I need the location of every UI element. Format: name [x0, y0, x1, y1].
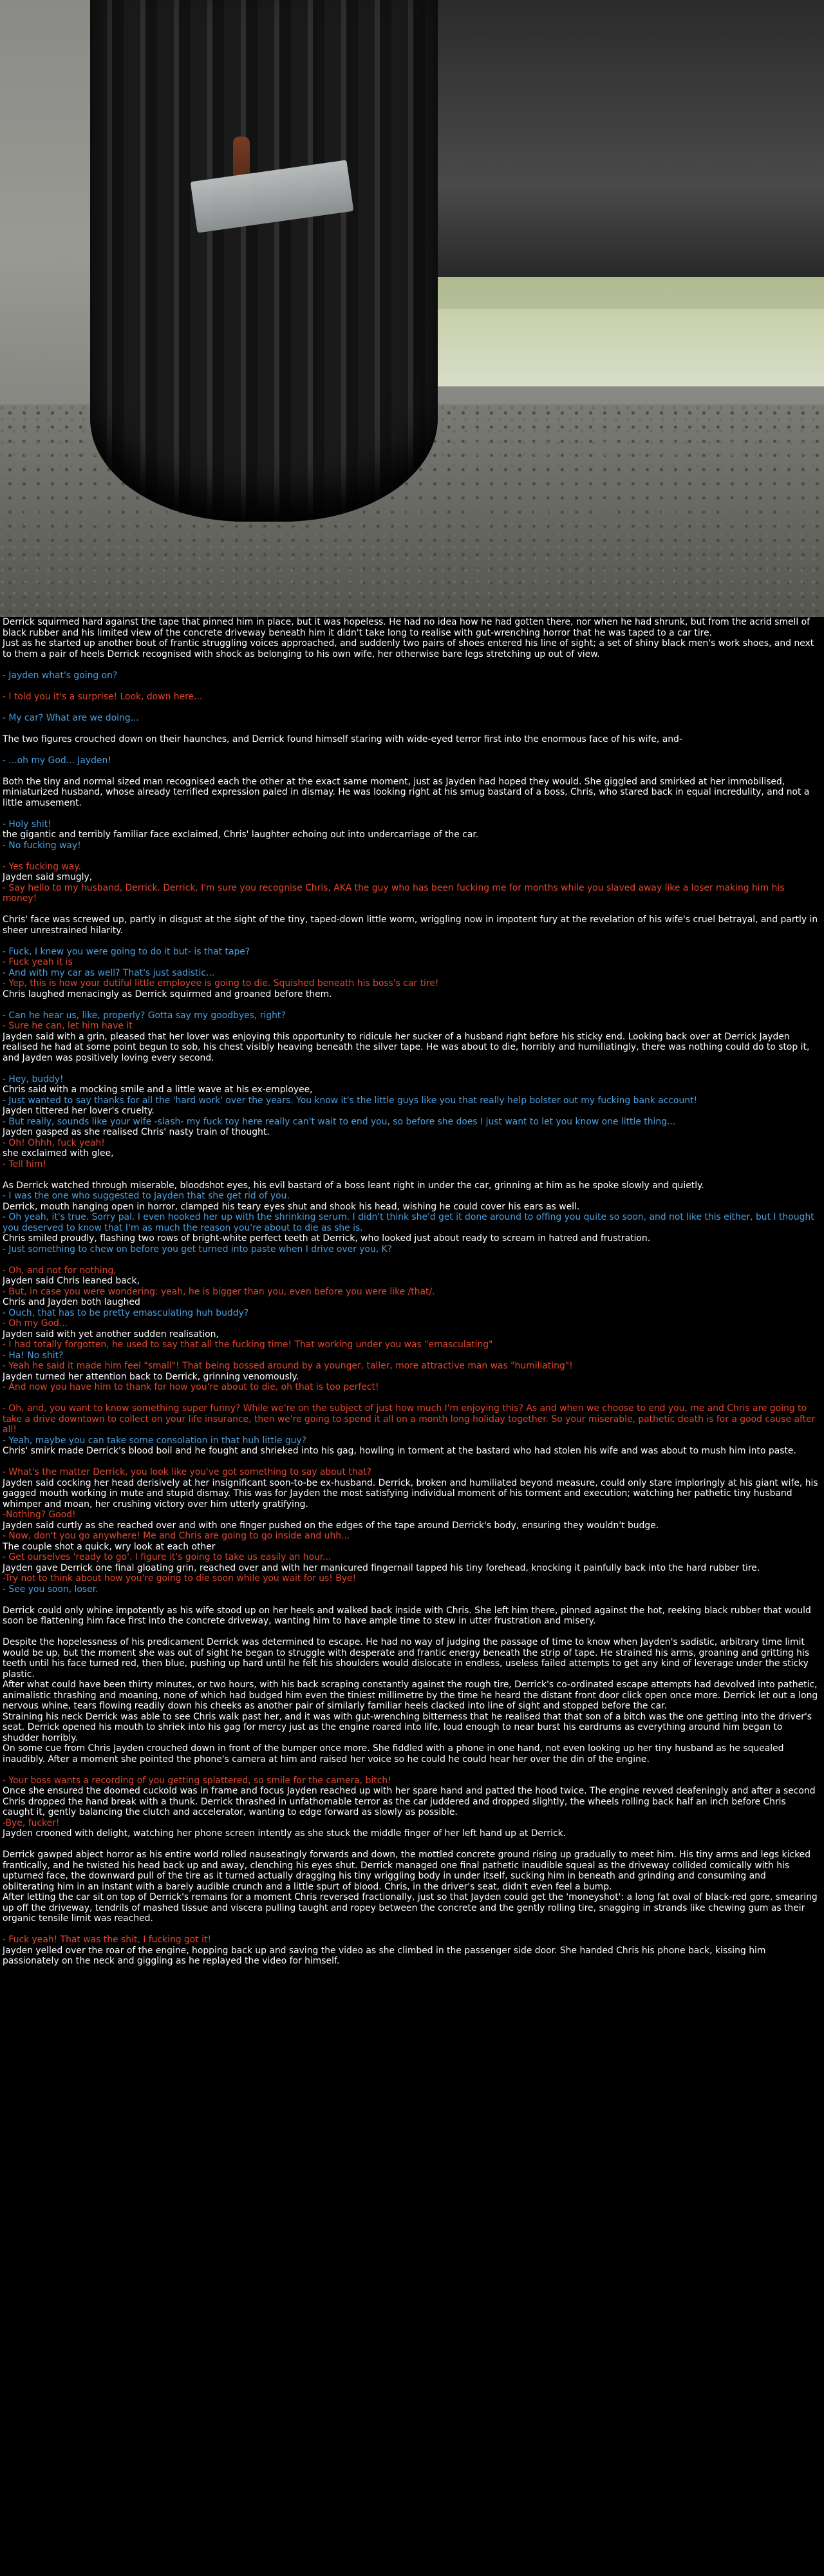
paragraph-gap [3, 702, 819, 713]
paragraph-gap [3, 1393, 819, 1404]
paragraph-gap [3, 1627, 819, 1638]
paragraph-gap [3, 1595, 819, 1605]
paragraph-gap [3, 681, 819, 692]
story-paragraph: - But really, sounds like your wife -slash- my fuck toy here really can't wait to end you, so before she does I just want to let you know one little thing... [3, 1116, 676, 1127]
story-paragraph: - Oh yeah, it's true. Sorry pal. I even hooked her up with the shrinking serum. I didn't think she'd get it done around to offing you quite so soon, and not like this either, but I thought you deserved to know that I'm as much the reason you're about to die as she is. [3, 1212, 814, 1233]
story-paragraph: Derrick, mouth hanging open in horror, clamped his teary eyes shut and shook his head, wishing he could cover his ears as well. [3, 1201, 580, 1212]
story-paragraph: -Bye, fucker! [3, 1817, 60, 1828]
paragraph-gap [3, 1255, 819, 1265]
story-paragraph: - My car? What are we doing... [3, 712, 139, 723]
paragraph-gap [3, 1924, 819, 1935]
story-paragraph: - And with my car as well? That's just sadistic... [3, 967, 215, 978]
story-paragraph: Jayden yelled over the roar of the engine, hopping back up and saving the video as she climbed in the passenger side door. She handed Chris his phone back, kissing him passionately on the neck and giggling as he replayed the video for himself. [3, 1945, 766, 1966]
story-paragraph: - What's the matter Derrick, you look like you've got something to say about that? [3, 1467, 371, 1477]
story-paragraph: - Just something to chew on before you get turned into paste when I drive over you, K? [3, 1244, 393, 1255]
story-paragraph: - Yeah, maybe you can take some consolation in that huh little guy? [3, 1435, 307, 1446]
paragraph-gap [3, 936, 819, 947]
car-tire [90, 0, 438, 522]
story-paragraph: Jayden said Chris leaned back, [3, 1276, 140, 1286]
story-paragraph: Chris said with a mocking smile and a little wave at his ex-employee, [3, 1084, 313, 1095]
paragraph-gap [3, 904, 819, 915]
story-paragraph: - Yeah he said it made him feel "small"! That being bossed around by a younger, taller, more attractive man was "humiliating"! [3, 1361, 573, 1371]
story-paragraph: After letting the car sit on top of Derrick's remains for a moment Chris reversed fractionally, just so that Jayden could get the 'moneyshot': a long fat oval of black-red gore, smearing up off the driveway, tendrils of mashed tissue and viscera pulling taught and ropey between the concrete and the gently rolling tire, snagging in strands like chewing gum as their organic tensile limit was reached. [3, 1892, 818, 1924]
story-paragraph: - Jayden what's going on? [3, 670, 118, 681]
header-photo [0, 0, 824, 617]
story-paragraph: Chris laughed menacingly as Derrick squirmed and groaned before them. [3, 989, 332, 999]
story-paragraph: - Now, don't you go anywhere! Me and Chris are going to go inside and uhh... [3, 1531, 350, 1541]
story-paragraph: - Hey, buddy! [3, 1074, 64, 1084]
story-paragraph: - Yep, this is how your dutiful little employee is going to die. Squished beneath his boss's car tire! [3, 978, 439, 989]
story-paragraph: - Oh! Ohhh, fuck yeah! [3, 1137, 105, 1148]
story-paragraph: Jayden tittered her lover's cruelty. [3, 1106, 154, 1116]
story-paragraph: - Yes fucking way. [3, 861, 82, 872]
story-paragraph: - No fucking way! [3, 840, 81, 851]
paragraph-gap [3, 1170, 819, 1180]
story-paragraph: As Derrick watched through miserable, bloodshot eyes, his evil bastard of a boss leant right in under the car, grinning at him as he spoke slowly and quietly. [3, 1180, 704, 1191]
story-paragraph: Both the tiny and normal sized man recognised each the other at the exact same moment, just as Jayden had hoped they would. She giggled and smirked at her immobilised, miniaturized husband, whose already terrified expression paled in dismay. He was looking right at his smug bastard of a boss, Chris, who stared back in equal incredulity, and not a little amusement. [3, 776, 810, 808]
story-paragraph: - Ha! No shit? [3, 1350, 64, 1361]
story-paragraph: -Try not to think about how you're going to die soon while you wait for us! Bye! [3, 1573, 357, 1584]
paragraph-gap [3, 808, 819, 819]
story-paragraph: - Your boss wants a recording of you getting splattered, so smile for the camera, bitch! [3, 1775, 391, 1786]
story-paragraph: The two figures crouched down on their haunches, and Derrick found himself staring with wide-eyed terror first into the enormous face of his wife, and- [3, 734, 682, 744]
paragraph-gap [3, 1839, 819, 1850]
story-paragraph: Chris' face was screwed up, partly in disgust at the sight of the tiny, taped-down little worm, wriggling now in impotent fury at the revelation of his wife's cruel betrayal, and partly in sheer unrestrained hilarity. [3, 914, 818, 936]
story-paragraph: - And now you have him to thank for how you're about to die, oh that is too perfect! [3, 1382, 379, 1392]
story-paragraph: - Fuck yeah! That was the shit, I fucking got it! [3, 1935, 212, 1945]
story-paragraph: - I told you it's a surprise! Look, down here... [3, 691, 203, 702]
story-text [3, 617, 819, 1967]
paragraph-gap [3, 999, 819, 1010]
story-paragraph: - Just wanted to say thanks for all the 'hard work' over the years. You know it's the little guys like you that really help bolster out my fucking bank account! [3, 1095, 698, 1106]
story-paragraph: Jayden said smugly, [3, 872, 93, 882]
paragraph-gap [3, 766, 819, 777]
story-paragraph: Once she ensured the doomed cuckold was in frame and focus Jayden reached up with her spare hand and patted the hood twice. The engine revved deafeningly and after a second Chris dropped the hand break with a thunk. Derrick thrashed in unfathomable terror as the car juddered and dropped slightly, the wheels rolling back half an inch before Chris caught it, gently balancing the clutch and accelerator, wanting to edge forward as slowly as possible. [3, 1786, 816, 1817]
story-paragraph: - Holy shit! [3, 819, 52, 829]
paragraph-gap [3, 1063, 819, 1074]
story-paragraph: Jayden said cocking her head derisively at her insignificant soon-to-be ex-husband. Derrick, broken and humiliated beyond measure, could only stare imploringly at his giant wife, his gagged mouth working in mute and stupid dismay. This was for Jayden the most satisfying individual moment of his torment and execution; watching her pathetic tiny husband whimper and moan, her crushing victory over him utterly gratifying. [3, 1477, 818, 1510]
story-paragraph: Jayden said curtly as she reached over and with one finger pushed on the edges of the tape around Derrick's body, ensuring they wouldn't budge. [3, 1520, 659, 1531]
story-paragraph: - Sure he can, let him have it [3, 1021, 133, 1031]
story-paragraph: On some cue from Chris Jayden crouched down in front of the bumper once more. She fiddled with a phone in one hand, not even looking up her tiny husband as he squealed inaudibly. After a moment she pointed the phone's camera at him and raised her voice so he could he could hear her over the din of the engine. [3, 1743, 784, 1765]
story-paragraph: Despite the hopelessness of his predicament Derrick was determined to escape. He had no way of judging the passage of time to know when Jayden's sadistic, arbitrary time limit would be up, but the moment she was out of sight he began to struggle with desperate and frantic energy beneath the strip of tape. He strained his arms, groaning and gritting his teeth until his face turned red, then blue, pushing up hard until he felt his shoulders would dislocate in endless, useless failed attempts to get any kind of leverage under the sticky plastic. [3, 1637, 810, 1680]
story-paragraph: - Fuck yeah it is [3, 957, 73, 967]
story-paragraph: she exclaimed with glee, [3, 1148, 114, 1159]
story-paragraph: - Get ourselves 'ready to go'. I figure it's going to take us easily an hour... [3, 1552, 332, 1562]
story-paragraph: - Oh, and, you want to know something super funny? While we're on the subject of just how much I'm enjoying this? As and when we choose to end you, me and Chris are going to take a drive downtown to collect on your life insurance, then we're going to spend it all on a month long holiday together. So your miserable, pathetic death is for a good cause after all! [3, 1403, 816, 1435]
story-paragraph: Chris' smirk made Derrick's blood boil and he fought and shrieked into his gag, howling in torment at the bastard who had stolen his wife and was about to mush him into paste. [3, 1446, 796, 1456]
paragraph-gap [3, 659, 819, 670]
story-paragraph: The couple shot a quick, wry look at each other [3, 1541, 216, 1552]
story-paragraph: - Oh my God... [3, 1318, 68, 1329]
story-paragraph: Straining his neck Derrick was able to see Chris walk past her, and it was with gut-wrenching bitterness that he realised that that son of a bitch was the one getting into the driver's seat. Derrick opened his mouth to shriek into his gag for mercy just as the engine roared into life, loud enough to near burst his eardrums as everything around him began to shudder horribly. [3, 1711, 812, 1743]
story-paragraph: - Ouch, that has to be pretty emasculating huh buddy? [3, 1307, 249, 1318]
story-paragraph: - Say hello to my husband, Derrick. Derrick, I'm sure you recognise Chris, AKA the guy who has been fucking me for months while you slaved away like a loser making him his money! [3, 882, 785, 904]
paragraph-gap [3, 723, 819, 734]
story-paragraph: - See you soon, loser. [3, 1584, 98, 1595]
story-paragraph: Jayden gave Derrick one final gloating grin, reached over and with her manicured fingernail tapped his tiny forehead, knocking it painfully back into the hard rubber tire. [3, 1562, 760, 1573]
story-paragraph: - Tell him! [3, 1159, 46, 1170]
story-paragraph: - I had totally forgotten, he used to say that all the fucking time! That working under you was "emasculating" [3, 1340, 493, 1350]
story-paragraph: - But, in case you were wondering: yeah, he is bigger than you, even before you were like /that/. [3, 1286, 435, 1297]
story-paragraph: Derrick squirmed hard against the tape that pinned him in place, but it was hopeless. He had no idea how he had gotten there, nor when he had shrunk, but from the acrid smell of black rubber and his limited view of the concrete driveway beneath him it didn't take long to realise with gut-wrenching horror that he was taped to a car tire. [3, 617, 810, 638]
paragraph-gap [3, 1765, 819, 1776]
story-paragraph: Just as he started up another bout of frantic struggling voices approached, and suddenly two pairs of shoes entered his line of sight; a set of shiny black men's work shoes, and next to them a pair of heels Derrick recognised with shock as belonging to his own wife, her otherwise bare legs stretching up out of view. [3, 638, 814, 659]
story-paragraph: Derrick gawped abject horror as his entire world rolled nauseatingly forwards and down, the mottled concrete ground rising up gradually to meet him. His tiny arms and legs kicked frantically, and he twisted his head back up and away, clenching his eyes shut. Derrick managed one final pathetic inaudible squeal as the driveway collided comically with his upturned face, the downward pull of the tire as it turned actually dragging his tiny wriggling body in under itself, sucking him in beneath and grinding and consuming and obliterating him in an instant with a barely audible crunch and a little spurt of blood. Chris, in the driver's seat, didn't even feel a bump. [3, 1850, 811, 1892]
story-paragraph: Derrick could only whine impotently as his wife stood up on her heels and walked back inside with Chris. She left him there, pinned against the hot, reeking black rubber that would soon be flattening him face first into the concrete driveway, wanting him to have ample time to stew in utter frustration and misery. [3, 1605, 811, 1626]
story-paragraph: Chris and Jayden both laughed [3, 1297, 140, 1307]
story-paragraph: After what could have been thirty minutes, or two hours, with his back scraping constantly against the rough tire, Derrick's co-ordinated escape attempts had devolved into pathetic, animalistic thrashing and moaning, none of which had budged him even the tiniest millimetre by the time he heard the distant front door click open once more. Derrick let out a long nervous whine, tears flowing readily down his cheeks as another pair of similarly familiar heels clacked into line of sight and stopped before the car. [3, 1680, 818, 1711]
story-paragraph: Jayden said with yet another sudden realisation, [3, 1329, 219, 1340]
story-paragraph: -Nothing? Good! [3, 1510, 76, 1520]
paragraph-gap [3, 1457, 819, 1468]
story-paragraph: the gigantic and terribly familiar face exclaimed, Chris' laughter echoing out into undercarriage of the car. [3, 829, 479, 840]
story-paragraph: Jayden said with a grin, pleased that her lover was enjoying this opportunity to ridicule her sucker of a husband right before his sticky end. Looking back over at Derrick Jayden realised he had at some point begun to sob, his chest visibly heaving beneath the silver tape. He was about to die, horribly and humiliatingly, there was nothing could do to stop it, and Jayden was positively loving every second. [3, 1031, 810, 1063]
paragraph-gap [3, 744, 819, 755]
story-paragraph: - Oh, and not for nothing, [3, 1265, 117, 1276]
story-paragraph: Chris smiled proudly, flashing two rows of bright-white perfect teeth at Derrick, who looked just about ready to scream in hatred and frustration. [3, 1233, 651, 1244]
story-paragraph: - Fuck, I knew you were going to do it but- is that tape? [3, 946, 250, 957]
story-paragraph: Jayden turned her attention back to Derrick, grinning venomously. [3, 1371, 299, 1382]
story-paragraph: Jayden crooned with delight, watching her phone screen intently as she stuck the middle finger of her left hand up at Derrick. [3, 1828, 566, 1839]
story-paragraph: - Can he hear us, like, properly? Gotta say my goodbyes, right? [3, 1010, 286, 1021]
story-paragraph: - I was the one who suggested to Jayden that she get rid of you. [3, 1191, 290, 1201]
story-paragraph: - ...oh my God... Jayden! [3, 755, 111, 766]
paragraph-gap [3, 851, 819, 862]
story-paragraph: Jayden gasped as she realised Chris' nasty train of thought. [3, 1127, 270, 1137]
